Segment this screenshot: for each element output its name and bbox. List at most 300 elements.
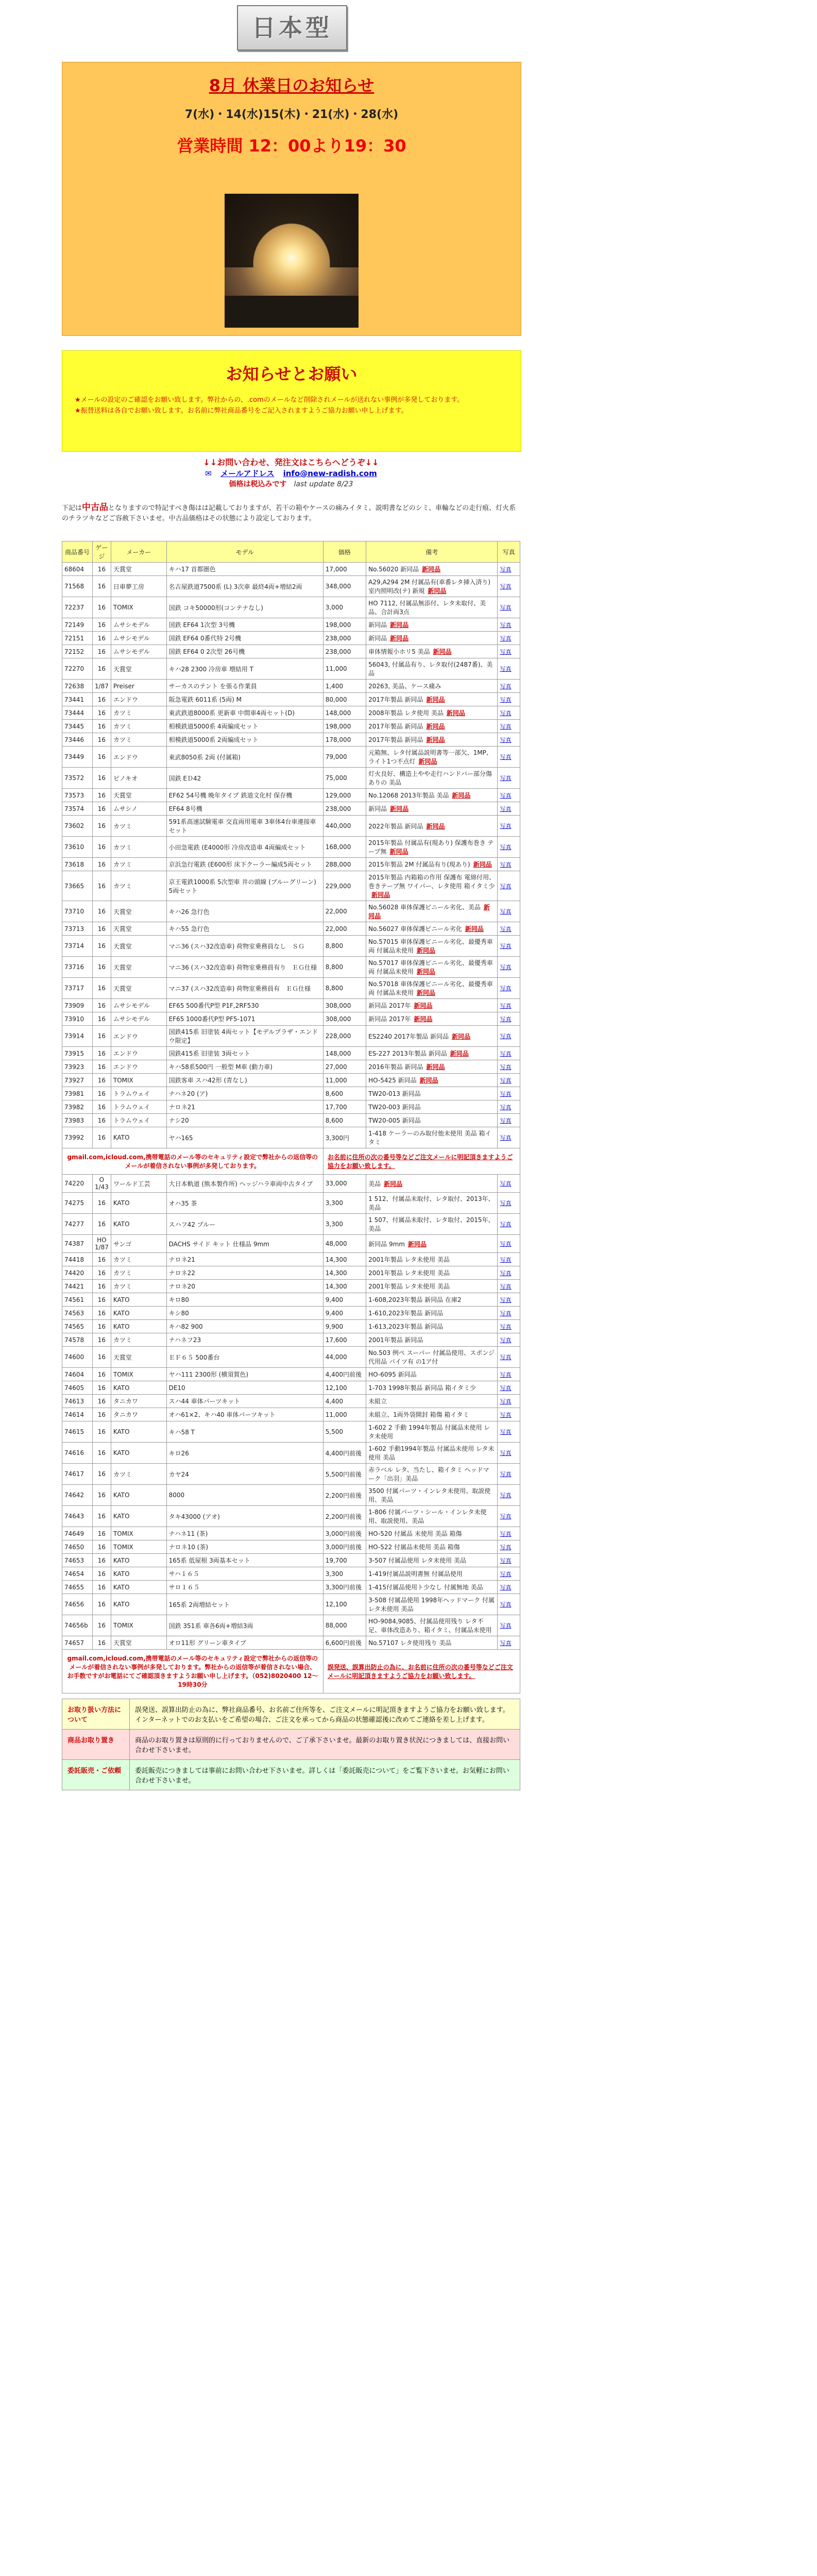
product-note	[366, 901, 498, 922]
photo-link-cell[interactable]	[498, 1026, 520, 1047]
photo-link-cell[interactable]	[498, 1347, 520, 1368]
product-maker: KATO	[111, 1127, 166, 1148]
photo-link[interactable]: 写真	[500, 1513, 512, 1520]
product-model: 165系 低屋根 3両基本セット	[166, 1554, 323, 1567]
note-text: 2015年製品 内箱箱の作用 保護布 電綿付用、巻きテープ無 ワイパー、レタ使用 箱イタミ少	[368, 874, 496, 890]
new-badge: 新同品	[426, 723, 445, 730]
note-text: 新同品 2017年	[368, 1015, 411, 1023]
photo-link[interactable]: 写真	[500, 908, 512, 915]
photo-link[interactable]: 写真	[500, 1584, 512, 1591]
photo-link[interactable]: 写真	[500, 709, 512, 717]
new-badge: 新同品	[368, 904, 490, 920]
photo-link[interactable]: 写真	[500, 1241, 512, 1247]
photo-link[interactable]: 写真	[500, 1033, 512, 1040]
photo-link-cell[interactable]	[498, 1395, 520, 1408]
product-model: ナロネ22	[166, 1266, 323, 1280]
photo-link[interactable]: 写真	[500, 1134, 512, 1141]
product-price: 3,300	[323, 1214, 366, 1235]
photo-link[interactable]: 写真	[500, 566, 512, 573]
product-maker: ムサシモデル	[111, 999, 166, 1012]
photo-link[interactable]: 写真	[500, 1015, 512, 1023]
photo-link-cell[interactable]	[498, 858, 520, 871]
col-photo: 写真	[498, 541, 520, 563]
photo-link[interactable]: 写真	[500, 985, 512, 992]
new-badge: 新同品	[371, 891, 390, 899]
product-price: 14,300	[323, 1266, 366, 1280]
photo-link[interactable]: 写真	[500, 1570, 512, 1578]
table-row	[62, 1193, 520, 1214]
photo-link-cell[interactable]	[498, 922, 520, 936]
note-text: 1 507、付属品未取付、レタ取付、2015年、美品	[368, 1216, 495, 1232]
product-id: 72638	[62, 680, 93, 693]
intro-text: 下記は	[62, 504, 82, 512]
photo-link-cell[interactable]	[498, 802, 520, 816]
photo-link-cell[interactable]	[498, 1175, 520, 1193]
photo-link-cell[interactable]	[498, 1307, 520, 1320]
photo-link[interactable]: 写真	[500, 1429, 512, 1435]
product-model: スハ44 車体パーツキット	[166, 1395, 323, 1408]
product-gauge: 16	[92, 733, 111, 747]
product-maker: 天賞堂	[111, 978, 166, 999]
table-row	[62, 789, 520, 802]
note-text: HO-9084,9085、付属品使用残り レタ不足、車体改造あり、箱イタミ、付属品未使用	[368, 1618, 492, 1634]
product-note	[366, 693, 498, 706]
product-model: DE10	[166, 1381, 323, 1395]
photo-link-cell[interactable]	[498, 1280, 520, 1293]
table-row	[62, 1527, 520, 1540]
photo-link-cell[interactable]	[498, 747, 520, 768]
photo-link[interactable]: 写真	[500, 883, 512, 890]
product-price: 2,200円前後	[323, 1485, 366, 1506]
product-model: EF65 1000番代P型 PF5-1071	[166, 1012, 323, 1026]
product-gauge: 16	[92, 1127, 111, 1148]
product-gauge: 16	[92, 1464, 111, 1485]
photo-link-cell[interactable]	[498, 957, 520, 978]
photo-link-cell[interactable]	[498, 645, 520, 658]
photo-link-cell[interactable]	[498, 978, 520, 999]
product-note	[366, 1421, 498, 1443]
photo-link-cell[interactable]	[498, 999, 520, 1012]
note-text: 2017年製品 新同品	[368, 696, 423, 703]
photo-link-cell[interactable]	[498, 1594, 520, 1615]
photo-link[interactable]: 写真	[500, 1050, 512, 1057]
photo-link[interactable]: 写真	[500, 736, 512, 743]
table-row	[62, 645, 520, 658]
product-maker: カツミ	[111, 816, 166, 837]
note-text: 2022年製品 新同品	[368, 822, 423, 830]
product-note	[366, 1100, 498, 1114]
table-header-row	[62, 541, 520, 563]
note-text: 2017年製品 新同品	[368, 736, 423, 743]
photo-link[interactable]: 写真	[500, 683, 512, 690]
product-price: 8,600	[323, 1087, 366, 1100]
product-price: 80,000	[323, 693, 366, 706]
table-row	[62, 1408, 520, 1421]
product-maker: エンドウ	[111, 1047, 166, 1060]
photo-link[interactable]: 写真	[500, 696, 512, 703]
new-badge: 新同品	[418, 758, 437, 765]
photo-link-cell[interactable]	[498, 1527, 520, 1540]
product-note	[366, 706, 498, 720]
product-model: オハ61×2、キハ40 車体パーツキット	[166, 1408, 323, 1421]
new-badge: 新同品	[416, 947, 435, 954]
product-id: 73573	[62, 789, 93, 802]
photo-link[interactable]: 写真	[500, 964, 512, 971]
product-model: 591系高速試験電車 交直両用電車 3車体4台車連接車セット	[166, 816, 323, 837]
photo-link[interactable]: 写真	[500, 1601, 512, 1608]
photo-link[interactable]: 写真	[500, 1384, 512, 1392]
new-badge: 新同品	[426, 822, 445, 830]
table-row	[62, 1395, 520, 1408]
photo-link-cell[interactable]	[498, 597, 520, 618]
product-id: 74220	[62, 1175, 93, 1193]
product-model: 国鉄415系 旧塗装 4両セット【モデルプラザ・エンドウ限定】	[166, 1026, 323, 1047]
product-note	[366, 999, 498, 1012]
product-note	[366, 936, 498, 957]
photo-link[interactable]: 写真	[500, 723, 512, 730]
photo-link[interactable]: 写真	[500, 861, 512, 868]
photo-link[interactable]: 写真	[500, 1411, 512, 1418]
product-maker: トラムウェイ	[111, 1114, 166, 1127]
product-maker: ムサシノ	[111, 802, 166, 816]
product-maker: 天賞堂	[111, 789, 166, 802]
product-gauge: 16	[92, 936, 111, 957]
product-price: 33,000	[323, 1175, 366, 1193]
mail-label[interactable]: メールアドレス	[220, 469, 275, 478]
new-badge: 新同品	[473, 861, 492, 868]
product-gauge: 16	[92, 1395, 111, 1408]
photo-link-cell[interactable]	[498, 1581, 520, 1594]
note-text: 1-602 2 手動 1994年製品 付属品未使用 レタ未使用	[368, 1424, 490, 1440]
photo-link[interactable]: 写真	[500, 925, 512, 933]
product-gauge: 16	[92, 576, 111, 597]
product-note	[366, 1214, 498, 1235]
product-gauge: 16	[92, 1087, 111, 1100]
product-model: ナロネ20	[166, 1280, 323, 1293]
photo-link[interactable]: 写真	[500, 844, 512, 851]
photo-link-cell[interactable]	[498, 1464, 520, 1485]
product-price: 238,000	[323, 632, 366, 645]
photo-link[interactable]: 写真	[500, 943, 512, 950]
note-text: 1-419付属品説明書無 付属品使用	[368, 1570, 463, 1578]
product-maker: KATO	[111, 1193, 166, 1214]
product-gauge: 16	[92, 1594, 111, 1615]
product-model: ヤハ111 2300形 (横須賀色)	[166, 1368, 323, 1381]
product-model: マニ37 (スハ32改造車) 荷物室乗務員有 ＥＧ仕様	[166, 978, 323, 999]
photo-link-cell[interactable]	[498, 1320, 520, 1333]
photo-link[interactable]: 写真	[500, 666, 512, 672]
photo-link[interactable]: 写真	[500, 1002, 512, 1009]
product-gauge: 16	[92, 597, 111, 618]
photo-link[interactable]: 写真	[500, 1090, 512, 1097]
product-model: 国鉄 EF64 1次型 3号機	[166, 618, 323, 632]
photo-link-cell[interactable]	[498, 1100, 520, 1114]
photo-link[interactable]: 写真	[500, 792, 512, 799]
photo-link[interactable]: 写真	[500, 1471, 512, 1478]
product-id: 73927	[62, 1074, 93, 1087]
product-maker: TOMIX	[111, 597, 166, 618]
photo-link-cell[interactable]	[498, 1114, 520, 1127]
photo-link[interactable]: 写真	[500, 1283, 512, 1290]
photo-link-cell[interactable]	[498, 1381, 520, 1395]
table-row	[62, 1307, 520, 1320]
product-maker: 天賞堂	[111, 901, 166, 922]
product-note	[366, 1408, 498, 1421]
table-row	[62, 1347, 520, 1368]
product-note	[366, 1114, 498, 1127]
product-id: 74614	[62, 1408, 93, 1421]
product-model: ナロネ21	[166, 1253, 323, 1266]
product-model: オロ11形 グリーン車タイプ	[166, 1636, 323, 1650]
photo-link[interactable]: 写真	[500, 1639, 512, 1647]
new-badge: 新同品	[452, 792, 471, 799]
product-id: 72151	[62, 632, 93, 645]
product-gauge: 16	[92, 1485, 111, 1506]
product-model: オハ35 茶	[166, 1193, 323, 1214]
photo-link-cell[interactable]	[498, 1293, 520, 1307]
shop-logo[interactable]	[237, 5, 347, 50]
product-id: 74654	[62, 1567, 93, 1581]
table-row	[62, 706, 520, 720]
product-model: キハ55 急行色	[166, 922, 323, 936]
photo-link[interactable]: 写真	[500, 1323, 512, 1330]
photo-link-cell[interactable]	[498, 816, 520, 837]
new-badge: 新同品	[384, 1180, 403, 1188]
photo-link[interactable]: 写真	[500, 1371, 512, 1378]
photo-link-cell[interactable]	[498, 680, 520, 693]
product-price: 11,000	[323, 1408, 366, 1421]
photo-link-cell[interactable]	[498, 1087, 520, 1100]
col-price: 価格	[323, 541, 366, 563]
table-row	[62, 632, 520, 645]
product-maker: KATO	[111, 1214, 166, 1235]
new-badge: 新同品	[416, 968, 435, 975]
product-model: EF64 8号機	[166, 802, 323, 816]
photo-link-cell[interactable]	[498, 1485, 520, 1506]
product-model: 名古屋鉄道7500系 (L) 3次車 最終4両+増結2両	[166, 576, 323, 597]
photo-link[interactable]: 写真	[500, 1063, 512, 1071]
photo-link[interactable]: 写真	[500, 1450, 512, 1456]
photo-link[interactable]: 写真	[500, 1557, 512, 1564]
photo-link[interactable]: 写真	[500, 1310, 512, 1317]
product-id: 68604	[62, 563, 93, 576]
table-row	[62, 733, 520, 747]
info-row	[62, 1760, 520, 1790]
photo-link-cell[interactable]	[498, 576, 520, 597]
table-row	[62, 563, 520, 576]
note-text: 新同品	[368, 621, 387, 629]
product-id: 74617	[62, 1464, 93, 1485]
photo-link-cell[interactable]	[498, 1443, 520, 1464]
photo-link[interactable]: 写真	[500, 1354, 512, 1361]
photo-link[interactable]: 写真	[500, 1544, 512, 1551]
product-maker: KATO	[111, 1485, 166, 1506]
product-note	[366, 1047, 498, 1060]
product-maker: カツミ	[111, 871, 166, 901]
photo-link[interactable]: 写真	[500, 1296, 512, 1303]
photo-link-cell[interactable]	[498, 1506, 520, 1527]
product-price: 3,000円前後	[323, 1527, 366, 1540]
info-label: お取り扱い方法について	[62, 1699, 130, 1730]
photo-link[interactable]: 写真	[500, 1117, 512, 1124]
note-text: 2017年製品 新同品	[368, 723, 423, 730]
photo-link[interactable]: 写真	[500, 604, 512, 611]
photo-link-cell[interactable]	[498, 563, 520, 576]
photo-link-cell[interactable]	[498, 693, 520, 706]
photo-link[interactable]: 写真	[500, 1256, 512, 1263]
product-price: 9,400	[323, 1307, 366, 1320]
info-text: 誤発送、誤算出防止の為に、弊社商品番号、お名前ご住所等を、ご注文メールに明記頂きますようご協力をお願い致します。インターネットでのお支払いをご希望の場合、ご注文を承ってから商品の状態確認後に改めてご連絡を差し上げます。	[130, 1699, 520, 1730]
product-price: 8,800	[323, 957, 366, 978]
info-text: 委託販売につきましては事前にお問い合わせ下さいませ。詳しくは「委託販売について」をご覧下さいませ。お気軽にお問い合わせ下さいませ。	[130, 1760, 520, 1790]
product-note	[366, 1347, 498, 1368]
photo-link[interactable]: 写真	[500, 1200, 512, 1207]
photo-link[interactable]: 写真	[500, 1180, 512, 1187]
table-row	[62, 1266, 520, 1280]
photo-link[interactable]: 写真	[500, 775, 512, 782]
photo-link[interactable]: 写真	[500, 1398, 512, 1405]
product-note	[366, 632, 498, 645]
product-gauge: 16	[92, 618, 111, 632]
product-gauge: 16	[92, 645, 111, 658]
photo-link-cell[interactable]	[498, 1012, 520, 1026]
photo-link-cell[interactable]	[498, 936, 520, 957]
photo-link-cell[interactable]	[498, 1193, 520, 1214]
product-id: 74613	[62, 1395, 93, 1408]
note-text: 灯火良好、構造上やや走行ハンドバー部分傷ありの 美品	[368, 770, 492, 786]
product-gauge: 16	[92, 1506, 111, 1527]
mail-icon: ✉	[205, 469, 212, 478]
photo-link-cell[interactable]	[498, 1253, 520, 1266]
photo-link[interactable]: 写真	[500, 1336, 512, 1344]
product-maker: KATO	[111, 1381, 166, 1395]
photo-link-cell[interactable]	[498, 632, 520, 645]
table-row	[62, 1100, 520, 1114]
photo-link[interactable]: 写真	[500, 805, 512, 812]
photo-link[interactable]: 写真	[500, 1221, 512, 1228]
product-price: 17,600	[323, 1333, 366, 1347]
photo-link-cell[interactable]	[498, 1214, 520, 1235]
photo-link-cell[interactable]	[498, 1368, 520, 1381]
note-text: No.503 例ペ スーパー 付属品使用、スポンジ代用品 パイツ有 の1ア付	[368, 1349, 495, 1365]
new-badge: 新同品	[450, 1050, 469, 1057]
photo-link-cell[interactable]	[498, 733, 520, 747]
table-row	[62, 858, 520, 871]
photo-link[interactable]: 写真	[500, 1077, 512, 1084]
photo-link[interactable]: 写真	[500, 583, 512, 590]
photo-link[interactable]: 写真	[500, 635, 512, 642]
product-model: 国鉄 EF64 0番代特 2号機	[166, 632, 323, 645]
note-text: 2001年製品 レタ未使用 美品	[368, 1269, 450, 1277]
new-badge: 新同品	[426, 736, 445, 743]
photo-link-cell[interactable]	[498, 618, 520, 632]
photo-link-cell[interactable]	[498, 1074, 520, 1087]
product-maker: TOMIX	[111, 1527, 166, 1540]
product-price: 3,000	[323, 597, 366, 618]
product-price: 5,500	[323, 1421, 366, 1443]
note-text: 赤ラベル レタ、当たし、箱イタミ ヘッドマーク「出羽」美品	[368, 1466, 489, 1482]
photo-link-cell[interactable]	[498, 1615, 520, 1636]
photo-link-cell[interactable]	[498, 1127, 520, 1148]
photo-link-cell[interactable]	[498, 1060, 520, 1074]
table-row	[62, 1074, 520, 1087]
table-row	[62, 936, 520, 957]
table-row	[62, 1235, 520, 1253]
product-note	[366, 1307, 498, 1320]
note-text: ES-227 2013年製品 新同品	[368, 1050, 447, 1057]
photo-link-cell[interactable]	[498, 658, 520, 680]
table-row	[62, 747, 520, 768]
col-gauge: ゲージ	[92, 541, 111, 563]
photo-link-cell[interactable]	[498, 789, 520, 802]
photo-link-cell[interactable]	[498, 720, 520, 733]
product-gauge: 16	[92, 1253, 111, 1266]
photo-link-cell[interactable]	[498, 901, 520, 922]
photo-link[interactable]: 写真	[500, 1492, 512, 1499]
product-maker: TOMIX	[111, 1615, 166, 1636]
photo-link-cell[interactable]	[498, 706, 520, 720]
note-text: No.12068 2013年製品 美品	[368, 792, 449, 799]
photo-link-cell[interactable]	[498, 1421, 520, 1443]
photo-link-cell[interactable]	[498, 837, 520, 858]
photo-link-cell[interactable]	[498, 1266, 520, 1280]
photo-link-cell[interactable]	[498, 1235, 520, 1253]
photo-link-cell[interactable]	[498, 1333, 520, 1347]
product-gauge: 16	[92, 1193, 111, 1214]
product-gauge: 16	[92, 1100, 111, 1114]
photo-link[interactable]: 写真	[500, 1269, 512, 1277]
photo-link-cell[interactable]	[498, 1636, 520, 1650]
photo-link[interactable]: 写真	[500, 1104, 512, 1111]
note-text: No.57107 レタ使用残り 美品	[368, 1639, 452, 1647]
product-gauge: 16	[92, 978, 111, 999]
product-price: 4,400円前後	[323, 1443, 366, 1464]
table-row	[62, 1567, 520, 1581]
photo-link-cell[interactable]	[498, 1540, 520, 1554]
mail-link[interactable]: info@new-radish.com	[283, 469, 377, 478]
product-note	[366, 1594, 498, 1615]
product-gauge: 16	[92, 802, 111, 816]
product-gauge: 16	[92, 693, 111, 706]
photo-link-cell[interactable]	[498, 1408, 520, 1421]
photo-link[interactable]: 写真	[500, 1530, 512, 1537]
photo-link-cell[interactable]	[498, 1554, 520, 1567]
table-row	[62, 1464, 520, 1485]
photo-link[interactable]: 写真	[500, 621, 512, 629]
photo-link[interactable]: 写真	[500, 823, 512, 829]
info-row	[62, 1699, 520, 1730]
mail-warning-right: 誤発送、誤算出防止の為に、お名前に住所の次の番号等などご注文メールに明記頂きますようご協力をお願い致します。	[323, 1650, 520, 1693]
photo-link-cell[interactable]	[498, 871, 520, 901]
product-price: 440,000	[323, 816, 366, 837]
col-model: モデル	[166, 541, 323, 563]
used-goods-intro	[62, 502, 520, 524]
product-price: 9,900	[323, 1320, 366, 1333]
photo-link-cell[interactable]	[498, 768, 520, 789]
new-badge: 新同品	[426, 1063, 445, 1071]
product-maker: ムサシモデル	[111, 645, 166, 658]
photo-link[interactable]: 写真	[500, 648, 512, 655]
table-row	[62, 922, 520, 936]
table-row	[62, 680, 520, 693]
photo-link-cell[interactable]	[498, 1567, 520, 1581]
product-id: 74604	[62, 1368, 93, 1381]
photo-link-cell[interactable]	[498, 1047, 520, 1060]
photo-link[interactable]: 写真	[500, 1622, 512, 1629]
note-text: No.57017 車体保護ビニール劣化、最優秀車両 付属品未使用	[368, 959, 493, 975]
photo-link[interactable]: 写真	[500, 754, 512, 760]
product-note	[366, 858, 498, 871]
